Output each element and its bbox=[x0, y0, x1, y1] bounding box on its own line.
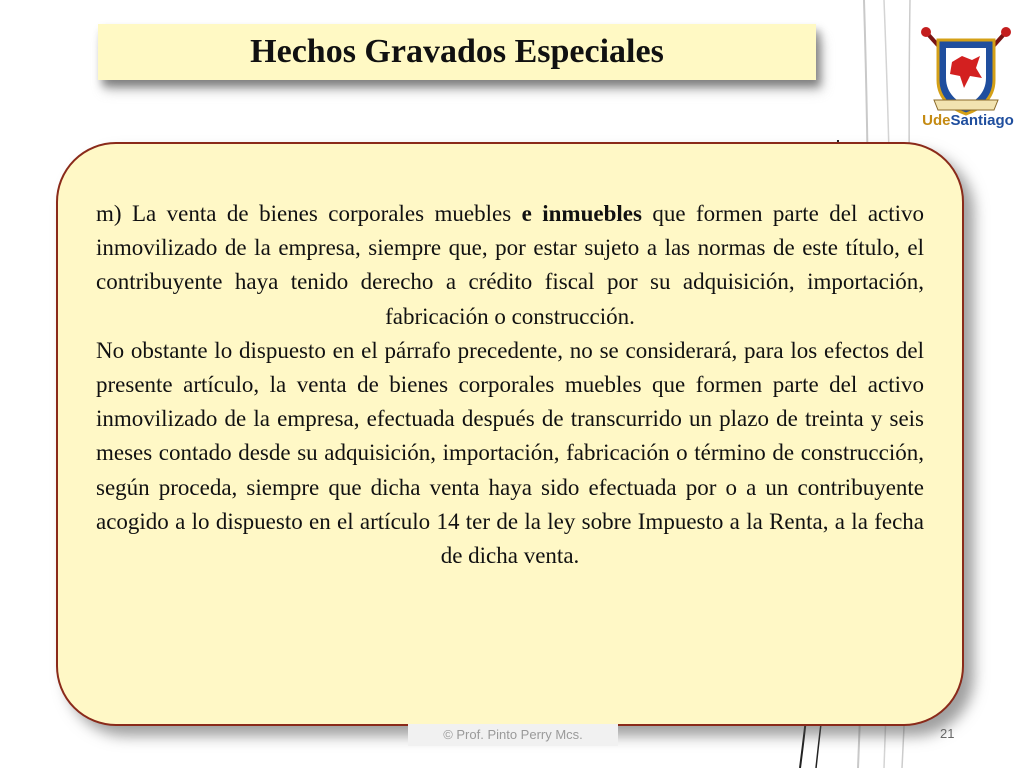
paragraph-1-end: que formen parte del activo inmovilizado de la empresa, siempre que, por estar sujeto a las normas de este título, el contribuyente haya tenido derecho a crédito fiscal por su adquisición, importación, fabricación o construcción. bbox=[96, 201, 925, 329]
footer-author: © Prof. Pinto Perry Mcs. bbox=[408, 724, 618, 746]
page-number: 21 bbox=[940, 726, 955, 741]
slide-title: Hechos Gravados Especiales bbox=[250, 33, 664, 70]
brand-part2: Santiago bbox=[950, 112, 1014, 129]
emphasis-inmuebles: e inmuebles bbox=[521, 201, 642, 226]
title-banner bbox=[98, 24, 816, 80]
paragraph-2: No obstante lo dispuesto en el párrafo precedente, no se considerará, para los efectos del presente artículo, la venta de bienes corporales muebles que formen parte del activo inmovilizado de la empresa, efectuada después de transcurrido un plazo de treinta y seis meses contado desde su adquisición, importación, fabricación o término de construcción, según proceda, siempre que dicha venta haya sido efectuada por o a un contribuyente acogido a lo dispuesto en el artículo 14 ter de la ley sobre Impuesto a la Renta, a la fecha de dicha venta. bbox=[96, 337, 924, 569]
paragraph-1 bbox=[96, 197, 924, 334]
brand-name bbox=[920, 112, 1016, 129]
paragraph-1-start: m) La venta de bienes corporales muebles bbox=[96, 201, 522, 226]
brand-part1: Ude bbox=[922, 112, 951, 129]
content-text bbox=[96, 197, 924, 573]
